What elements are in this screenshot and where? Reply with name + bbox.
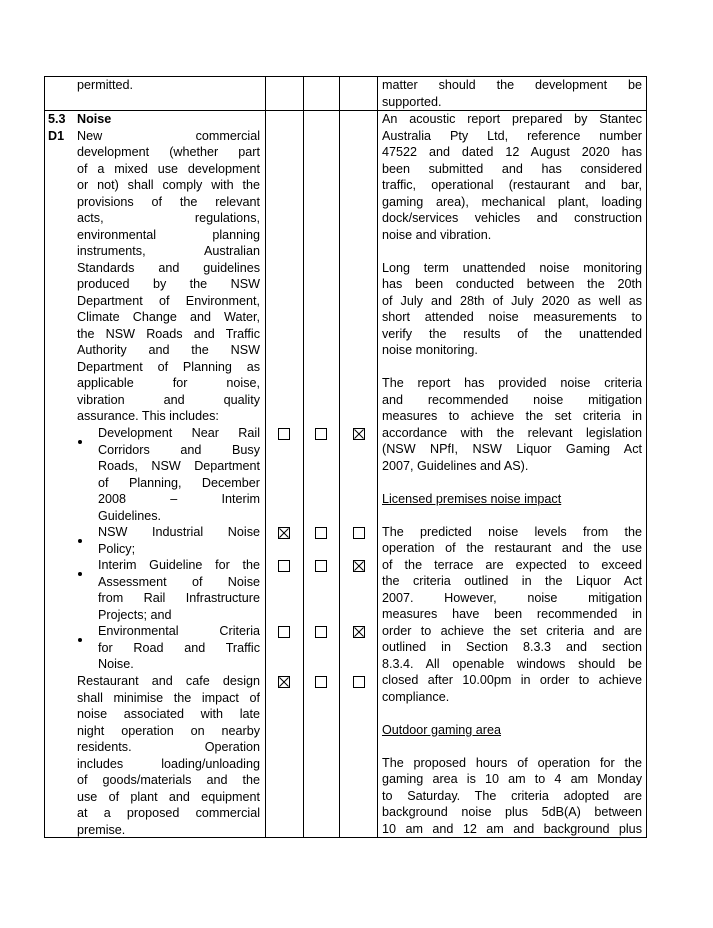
section-number-column <box>48 111 78 144</box>
bullet-item: Environmental Criteria for Road and Traffic Noise. <box>98 624 260 671</box>
requirement-text: Noise New commercial development (whether part of a mixed use development or not) shall comply with the provisions of the relevant acts, regulations, environmental planning instruments, Australian Standards and guidelines produced by the NSW Department of Environment, Climate Change and Water, the NSW Roads and Traffic Authority and the NSW Department of Planning as applicable for noise, vibration and quality assurance. This includes: <box>77 112 260 423</box>
checkbox-complies[interactable] <box>278 428 290 440</box>
checkbox-complies[interactable] <box>278 626 290 638</box>
section-number: 5.3 <box>48 112 66 126</box>
restaurant-requirement: Restaurant and cafe design shall minimise the impact of noise associated with late night operation on nearby residents. Operation includes loading/unloading of goods/materials and the use of plant and equipment at a proposed commercial premise. <box>77 674 260 837</box>
row1-comment: matter should the development be supported. <box>382 78 642 109</box>
column-divider <box>339 76 340 838</box>
heading-outdoor-gaming: Outdoor gaming area <box>382 722 502 737</box>
column-divider <box>377 76 378 838</box>
checkbox-does-not-comply[interactable] <box>315 676 327 688</box>
checkbox-not-applicable-checked[interactable] <box>353 428 365 440</box>
bullet-item: NSW Industrial Noise Policy; <box>98 525 260 556</box>
row1-requirement: permitted. <box>77 78 133 92</box>
checkbox-not-applicable-checked[interactable] <box>353 626 365 638</box>
bullet-icon <box>78 440 82 444</box>
bullet-icon <box>78 539 82 543</box>
checkbox-does-not-comply[interactable] <box>315 428 327 440</box>
checkbox-complies-checked[interactable] <box>278 676 290 688</box>
checkbox-not-applicable-checked[interactable] <box>353 560 365 572</box>
table-border-right <box>646 76 647 838</box>
bullet-icon <box>78 638 82 642</box>
checkbox-complies[interactable] <box>278 560 290 572</box>
checkbox-complies-checked[interactable] <box>278 527 290 539</box>
checkbox-does-not-comply[interactable] <box>315 527 327 539</box>
control-id: D1 <box>48 128 65 143</box>
bullet-item: Development Near Rail Corridors and Busy Roads, NSW Department of Planning, December 2008 – Interim Guidelines. <box>98 426 260 523</box>
checkbox-does-not-comply[interactable] <box>315 560 327 572</box>
checkbox-not-applicable[interactable] <box>353 676 365 688</box>
assessment-table <box>44 76 647 838</box>
bullet-icon <box>78 572 82 576</box>
section-title: Noise <box>77 112 112 126</box>
column-divider <box>303 76 304 838</box>
cross-mark-icon <box>354 561 364 571</box>
table-border-left <box>44 76 45 838</box>
column-divider <box>265 76 266 838</box>
cross-mark-icon <box>279 528 289 538</box>
cross-mark-icon <box>279 677 289 687</box>
comment-text: An acoustic report prepared by Stantec Australia Pty Ltd, reference number 47522 and dated 12 August 2020 has been submitted and has considered traffic, operational (restaurant and bar, gaming area), mechanical plant, loading dock/services vehicles and construction noise and vibration. Long term unattended noise monitoring has been conducted between the 20th of July and 28th of July 2020 as well as short attended noise measurements to verify the results of the unattended noise monitoring. The report has provided noise criteria and recommended noise mitigation measures to achieve the set criteria in accordance with the relevant legislation (NSW NPfI, NSW Liquor Gaming Act 2007, Guidelines and AS). Licensed premises noise impact The predicted noise levels from the operation of the restaurant and the use of the terrace are expected to exceed the criteria outlined in the Liquor Act 2007. However, noise mitigation measures have been recommended in order to achieve the set criteria and are outlined in Section 8.3.3 and section 8.3.4. All openable windows should be closed after 10.00pm in order to achieve compliance. Outdoor gaming area The proposed hours of operation for the gaming area is 10 am to 4 am Monday to Saturday. The criteria adopted are background noise plus 5dB(A) between 10 am and 12 am and background plus <box>382 112 642 836</box>
checkbox-does-not-comply[interactable] <box>315 626 327 638</box>
bullet-item: Interim Guideline for the Assessment of Noise from Rail Infrastructure Projects; and <box>98 558 260 622</box>
checkbox-not-applicable[interactable] <box>353 527 365 539</box>
heading-licensed-premises: Licensed premises noise impact <box>382 491 562 506</box>
cross-mark-icon <box>354 627 364 637</box>
cross-mark-icon <box>354 429 364 439</box>
